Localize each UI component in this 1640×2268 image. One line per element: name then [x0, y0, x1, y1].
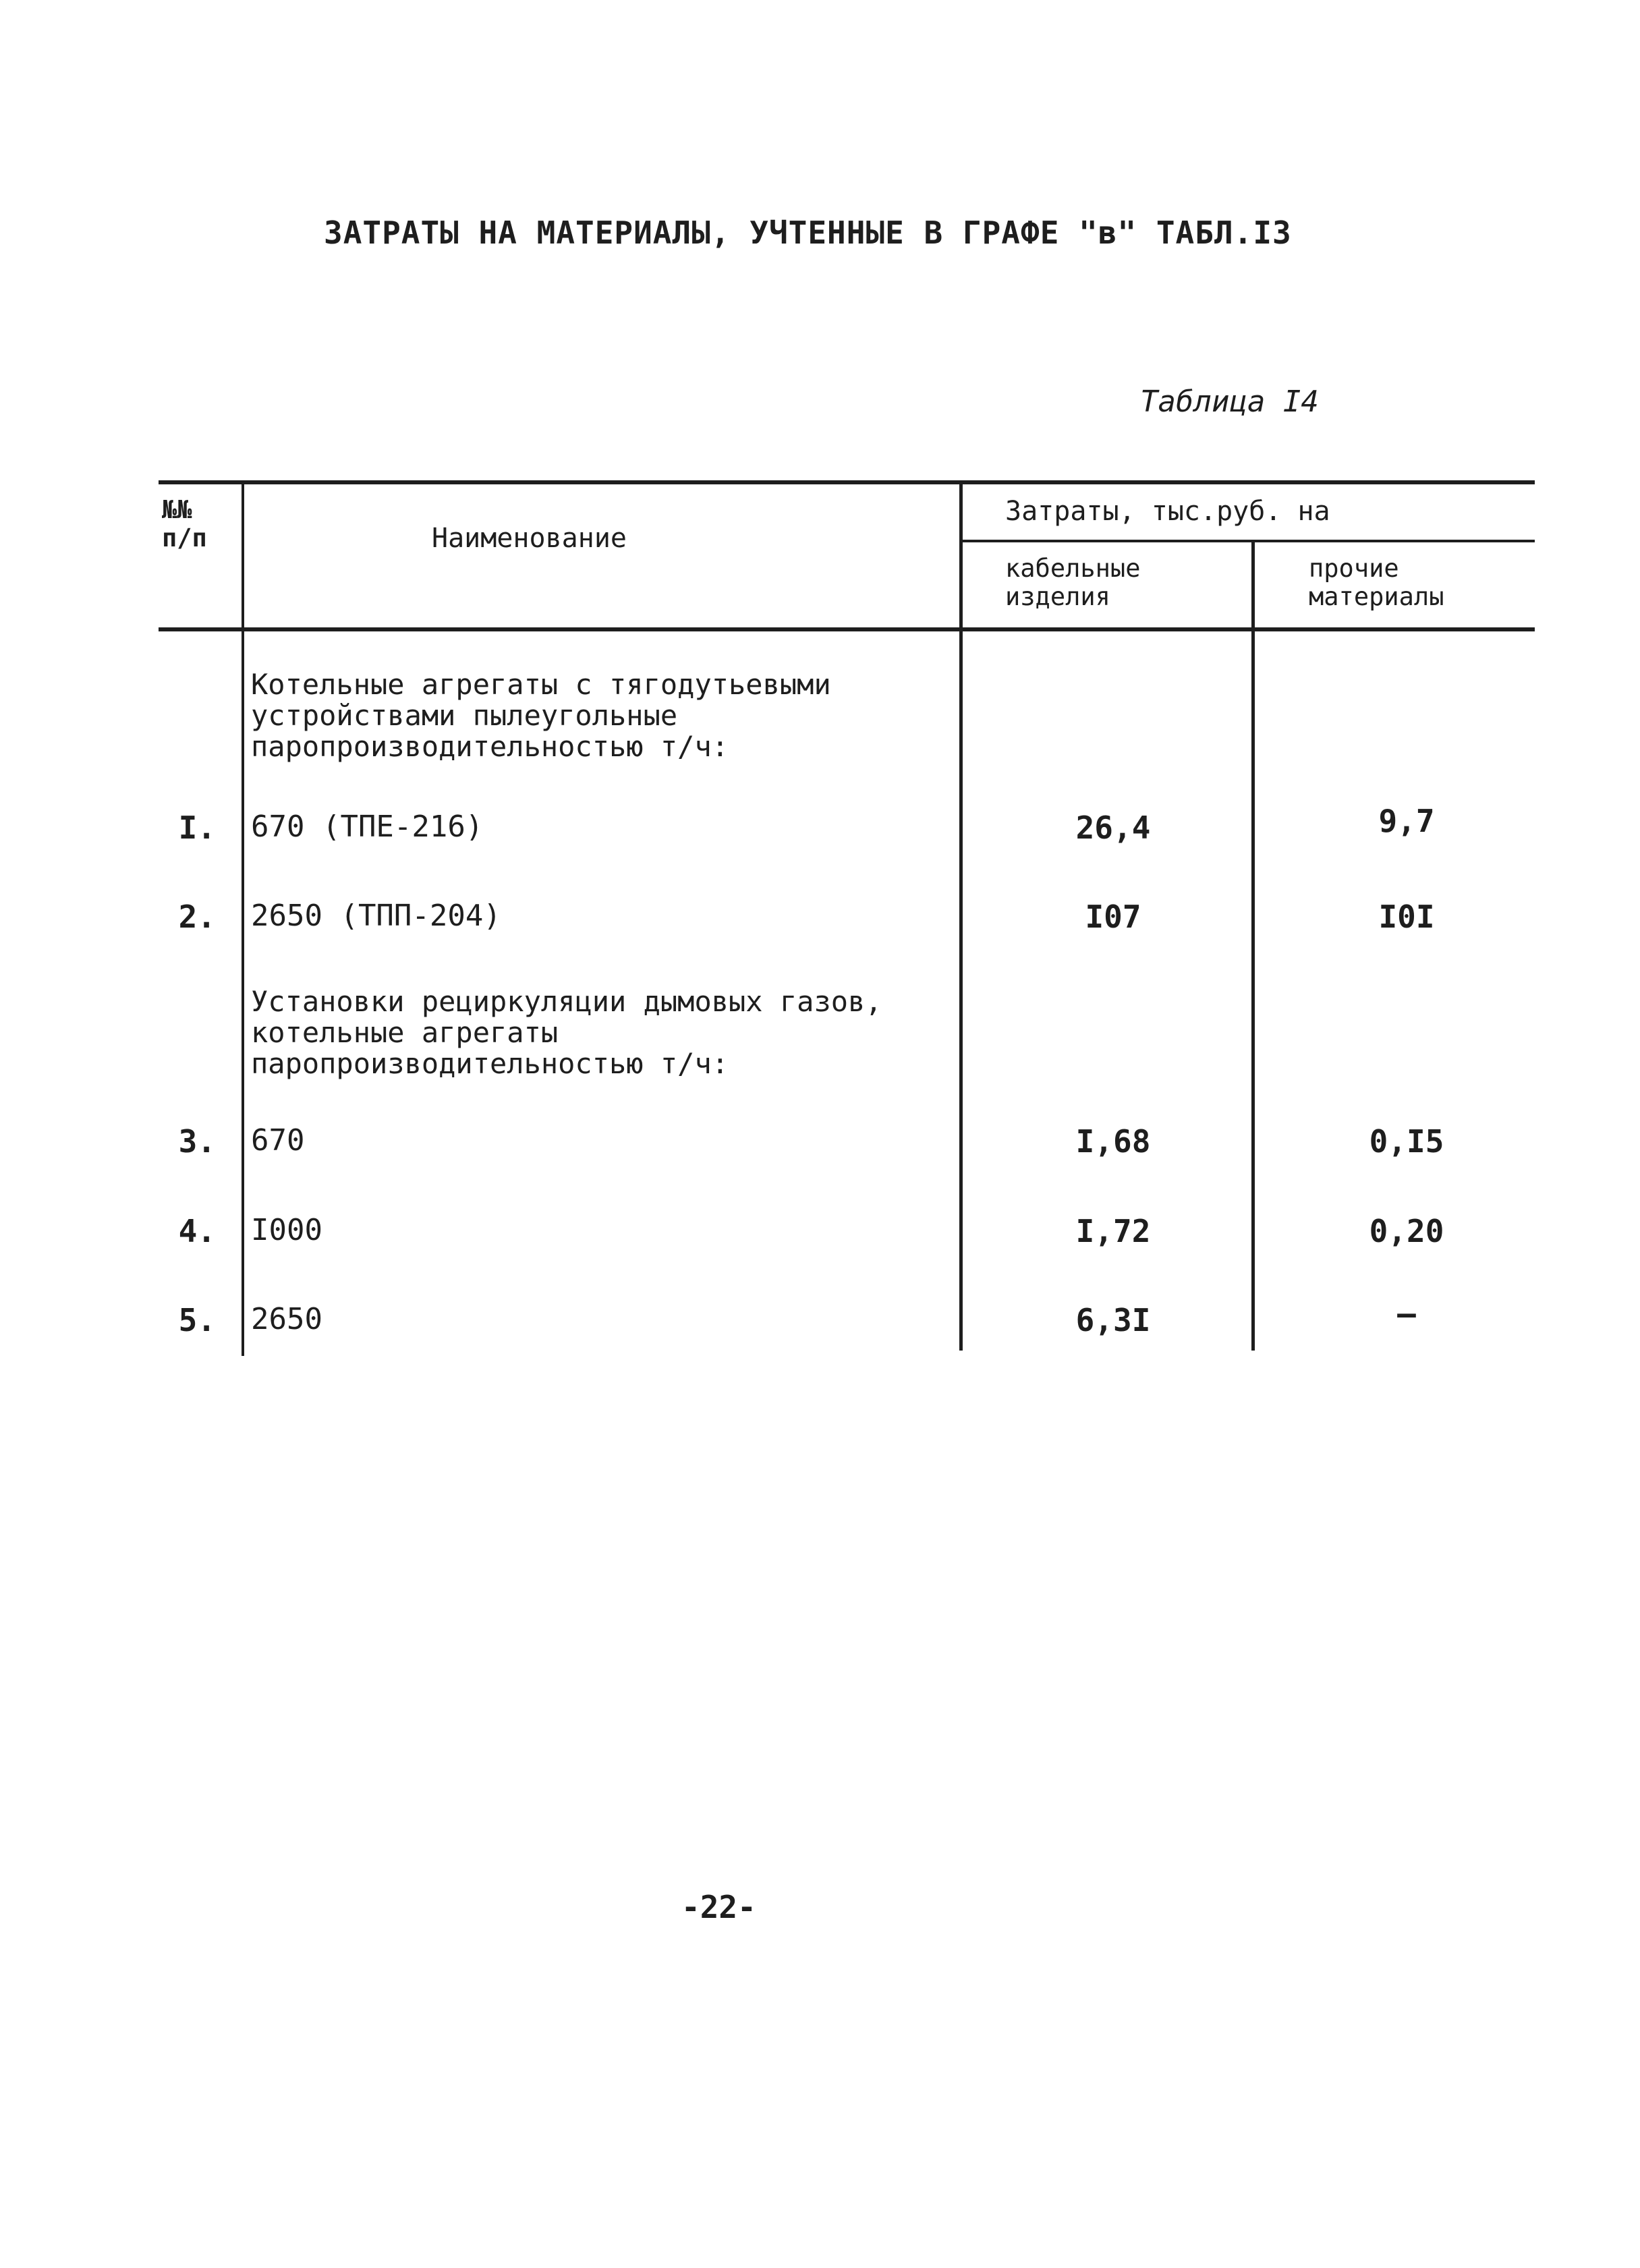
other-cost: 9,7	[1378, 803, 1435, 839]
table-top-rule	[159, 480, 1535, 484]
column-separator-number	[242, 480, 244, 1356]
row-number: 4.	[178, 1213, 216, 1249]
cable-cost: I07	[1085, 899, 1141, 935]
document-title: ЗАТРАТЫ НА МАТЕРИАЛЫ, УЧТЕННЫЕ В ГРАФЕ "в" ТАБЛ.I3	[324, 215, 1292, 251]
row-number: 5.	[178, 1302, 216, 1338]
row-number: 2.	[178, 899, 216, 935]
other-cost: 0,I5	[1369, 1123, 1444, 1160]
subheader-rule	[961, 540, 1535, 542]
row-name: 2650 (ТПП-204)	[251, 899, 501, 933]
other-cost: 0,20	[1369, 1213, 1444, 1249]
header-other: прочие материалы	[1309, 554, 1444, 611]
group-label: Котельные агрегаты с тягодутьевыми устройствами пылеугольные паропроизводительностью т/ч:	[251, 668, 831, 763]
page-number: -22-	[681, 1889, 756, 1925]
cable-cost: 26,4	[1075, 810, 1151, 846]
header-bottom-rule	[159, 627, 1535, 631]
row-number: 3.	[178, 1123, 216, 1160]
cable-cost: I,72	[1075, 1213, 1151, 1249]
header-costs: Затраты, тыс.руб. на	[1005, 496, 1330, 527]
row-number: I.	[178, 810, 216, 846]
row-name: I000	[251, 1213, 322, 1247]
cable-cost: 6,3I	[1075, 1302, 1151, 1338]
row-name: 670 (ТПЕ-216)	[251, 810, 484, 844]
group-label: Установки рециркуляции дымовых газов, котельные агрегаты паропроизводительностью т/ч:	[251, 985, 882, 1080]
header-number: №№ п/п	[162, 495, 207, 552]
other-cost: I0I	[1378, 899, 1435, 935]
row-name: 2650	[251, 1302, 322, 1336]
other-cost: —	[1397, 1295, 1416, 1332]
row-name: 670	[251, 1123, 305, 1158]
column-separator-name	[959, 480, 963, 1351]
header-name: Наименование	[432, 523, 627, 554]
table-caption: Таблица I4	[1140, 385, 1319, 419]
cable-cost: I,68	[1075, 1123, 1151, 1160]
header-cable: кабельные изделия	[1005, 554, 1141, 611]
